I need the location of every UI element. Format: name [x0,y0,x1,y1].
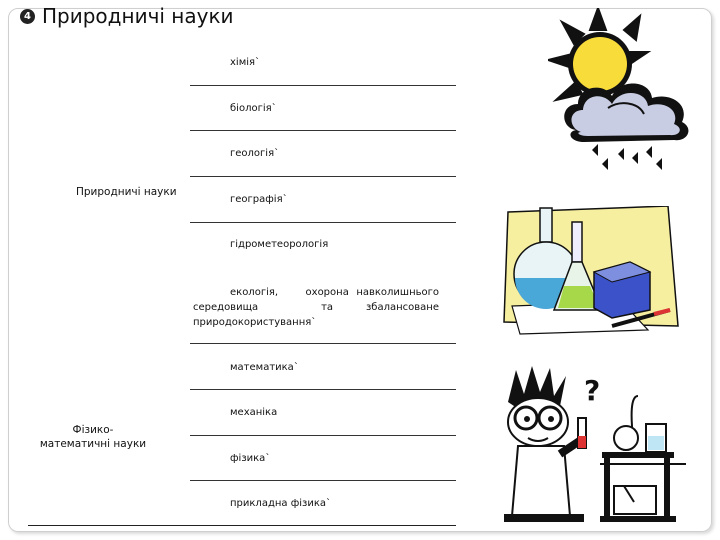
row-divider [190,435,456,436]
row-applied-physics: прикладна фізика` [230,498,332,509]
row-divider [190,85,456,86]
ecology-word: екологія, [230,287,279,298]
row-mathematics: математика` [230,362,299,373]
ecology-word: та [321,302,334,313]
ecology-word: середовища [193,302,259,313]
row-physics: фізика` [230,453,271,464]
svg-text:?: ? [584,374,601,407]
row-divider [190,176,456,177]
row-chemistry: хімія` [230,57,261,68]
row-divider [190,480,456,481]
row-biology: біологія` [230,103,277,114]
row-divider [190,389,456,390]
row-geology: геологія` [230,148,280,159]
slide-title-text: Природничі науки [42,4,234,28]
table-bottom-rule [28,525,456,526]
group-label-physmath [38,423,148,451]
group-label-physmath-line1: Фізико- [72,424,114,436]
row-divider [190,343,456,344]
chemistry-flasks-clipart-icon [502,206,682,342]
group-label-natural: Природничі науки [76,186,177,198]
ecology-line3: природокористування` [193,317,317,328]
weather-clipart-icon [548,8,704,180]
row-divider [190,222,456,223]
row-divider [190,130,456,131]
row-mechanics: механіка [230,407,278,418]
slide-number-badge: 4 [20,9,35,24]
slide-title [20,4,234,28]
ecology-word: навколишнього [356,287,439,298]
ecology-word: охорона [305,287,349,298]
group-label-physmath-line2: математичні науки [39,438,147,450]
row-ecology [193,285,439,330]
row-geography: географія` [230,194,288,205]
ecology-word: збалансоване [365,302,439,313]
scientist-clipart-icon [500,366,686,524]
row-hydrometeorology: гідрометеорологія [230,239,329,250]
